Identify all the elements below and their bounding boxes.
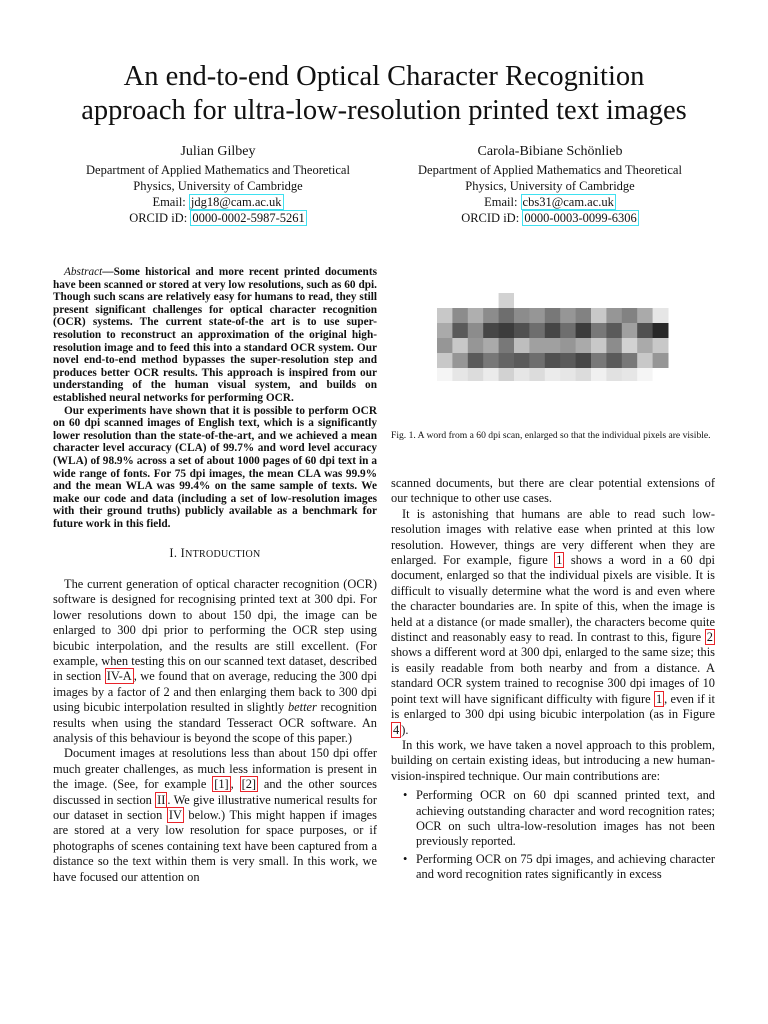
author-orcid-link[interactable]: 0000-0002-5987-5261 bbox=[192, 211, 305, 225]
figure-pixel bbox=[529, 338, 545, 354]
figure-pixel bbox=[499, 353, 515, 369]
orcid-label: ORCID iD: bbox=[129, 211, 191, 225]
author-email-link[interactable]: cbs31@cam.ac.uk bbox=[522, 195, 614, 209]
title-line-2: approach for ultra-low-resolution printed text images bbox=[81, 95, 687, 126]
figure-pixel bbox=[591, 308, 607, 324]
author-block-2 bbox=[385, 144, 715, 226]
figure-pixel bbox=[606, 293, 622, 309]
figure-pixel bbox=[622, 308, 638, 324]
intro-paragraph-2 bbox=[53, 746, 377, 885]
figure-pixel bbox=[468, 338, 484, 354]
figure-pixel bbox=[653, 323, 669, 339]
author-dept: Physics, University of Cambridge bbox=[465, 179, 635, 193]
figure-pixel bbox=[514, 308, 530, 324]
paper-title bbox=[0, 60, 768, 128]
figure-pixel bbox=[606, 353, 622, 369]
figure-pixel bbox=[591, 338, 607, 354]
right-column bbox=[391, 476, 715, 885]
figure-pixel bbox=[545, 308, 561, 324]
figure-pixel bbox=[452, 368, 468, 381]
figure-pixel bbox=[483, 323, 499, 339]
figure-pixel bbox=[637, 293, 653, 309]
figure-pixel bbox=[499, 308, 515, 324]
figure-pixel bbox=[637, 308, 653, 324]
figure-pixel bbox=[560, 308, 576, 324]
figure-pixel bbox=[529, 308, 545, 324]
author-email-line bbox=[53, 194, 383, 210]
figure-pixel bbox=[514, 368, 530, 381]
email-label: Email: bbox=[152, 195, 189, 209]
figure-1-pixelated-word bbox=[437, 293, 669, 381]
figure-pixel bbox=[560, 338, 576, 354]
intro-paragraph-1 bbox=[53, 577, 377, 746]
citation-link[interactable]: [2] bbox=[241, 777, 257, 792]
abstract-paragraph-1 bbox=[53, 266, 377, 405]
author-dept: Department of Applied Mathematics and Theoretical bbox=[86, 163, 350, 177]
author-email-line bbox=[385, 194, 715, 210]
figure-pixel bbox=[483, 368, 499, 381]
figure-pixel bbox=[437, 293, 453, 309]
title-line-1: An end-to-end Optical Character Recognition bbox=[123, 61, 645, 92]
figure-pixel bbox=[452, 293, 468, 309]
figure-pixel bbox=[576, 293, 592, 309]
figure-pixel bbox=[545, 368, 561, 381]
figure-pixel bbox=[576, 308, 592, 324]
text-run: recognition results when using the standard Tesseract OCR software. An analysis of this behaviour is beyond the scope of this paper.) bbox=[53, 700, 378, 745]
figure-pixel bbox=[499, 293, 515, 309]
figure-pixel bbox=[437, 353, 453, 369]
text-run: , bbox=[230, 777, 240, 792]
section-first-letter: I bbox=[180, 546, 186, 561]
figure-pixel bbox=[576, 338, 592, 354]
list-item bbox=[391, 788, 715, 850]
figure-pixel bbox=[606, 338, 622, 354]
figure-pixel bbox=[653, 293, 669, 309]
figure-pixel bbox=[499, 368, 515, 381]
author-dept: Physics, University of Cambridge bbox=[133, 179, 303, 193]
emphasis: better bbox=[287, 700, 317, 715]
citation-link[interactable]: [1] bbox=[214, 777, 229, 792]
figure-pixel bbox=[622, 353, 638, 369]
figure-pixel bbox=[606, 323, 622, 339]
figure-pixel bbox=[637, 338, 653, 354]
text-run: , we found that on average, reducing the 300 dpi images by a factor of 2 and then enlarging them back to 300 dpi using bicubic interpolation resulted in slightly bbox=[53, 669, 377, 715]
figure-pixel bbox=[452, 338, 468, 354]
section-ref-link[interactable]: IV bbox=[168, 807, 182, 822]
figure-pixel bbox=[653, 338, 669, 354]
figure-pixel bbox=[591, 368, 607, 381]
figure-pixel bbox=[499, 338, 515, 354]
figure-pixel bbox=[653, 308, 669, 324]
orcid-label: ORCID iD: bbox=[461, 211, 523, 225]
figure-ref-link[interactable]: 1 bbox=[655, 691, 663, 706]
figure-pixel bbox=[560, 353, 576, 369]
figure-pixel bbox=[468, 308, 484, 324]
figure-1-caption: Fig. 1. A word from a 60 dpi scan, enlarged so that the individual pixels are visible. bbox=[391, 430, 711, 441]
figure-pixel bbox=[591, 293, 607, 309]
figure-pixel bbox=[545, 353, 561, 369]
figure-pixel bbox=[499, 323, 515, 339]
figure-pixel bbox=[545, 338, 561, 354]
right-paragraph-2: In this work, we have taken a novel approach to this problem, building on certain existing ideas, but introducing a new human-vision-inspired technique. Our main contributions are: bbox=[391, 737, 715, 783]
author-dept: Department of Applied Mathematics and Theoretical bbox=[418, 163, 682, 177]
figure-pixel bbox=[437, 368, 453, 381]
figure-pixel bbox=[514, 323, 530, 339]
text-run: ). bbox=[401, 722, 409, 737]
list-item-text: Performing OCR on 60 dpi scanned printed text, and achieving outstanding character and word recognition rates; OCR on such ultra-low-resolution images has not been previously reported. bbox=[416, 788, 715, 849]
section-heading-introduction bbox=[53, 546, 377, 562]
figure-pixel bbox=[529, 353, 545, 369]
figure-pixel bbox=[452, 323, 468, 339]
figure-pixel bbox=[560, 293, 576, 309]
figure-pixel bbox=[653, 368, 669, 381]
left-column bbox=[53, 266, 377, 885]
figure-pixel bbox=[529, 293, 545, 309]
figure-pixel bbox=[452, 308, 468, 324]
figure-pixel bbox=[637, 323, 653, 339]
figure-pixel bbox=[514, 293, 530, 309]
right-paragraph-0: scanned documents, but there are clear potential extensions of our technique to other use cases. bbox=[391, 476, 715, 506]
author-orcid-link[interactable]: 0000-0003-0099-6306 bbox=[524, 211, 637, 225]
bullet-glyph: • bbox=[403, 851, 408, 866]
text-run: shows a word in a 60 dpi document, enlarged so that the individual pixels are visible. It is difficult to visually determine what the word is and even where the character boundaries are. In spite of this, when the image is held at a distance (or made smaller), the characters become quite distinct and reasonably easy to read. In contrast to this, figure bbox=[391, 553, 715, 645]
figure-pixel bbox=[529, 323, 545, 339]
text-run: . We give illustrative numerical results for our dataset in section bbox=[53, 792, 377, 822]
author-orcid-line bbox=[53, 210, 383, 226]
figure-pixel bbox=[622, 323, 638, 339]
figure-pixel bbox=[437, 323, 453, 339]
figure-pixel bbox=[637, 368, 653, 381]
figure-pixel bbox=[622, 293, 638, 309]
text-run: and the other sources discussed in section bbox=[53, 777, 377, 807]
figure-pixel bbox=[653, 353, 669, 369]
text-run: Document images at resolutions less than about 150 dpi offer much greater challenges, as much less information is present in the image. (See, for example bbox=[53, 746, 377, 792]
author-email-link[interactable]: jdg18@cam.ac.uk bbox=[190, 195, 282, 209]
figure-pixel bbox=[437, 308, 453, 324]
abstract-label: Abstract bbox=[64, 266, 103, 278]
right-paragraph-1 bbox=[391, 507, 715, 738]
figure-pixel bbox=[452, 353, 468, 369]
figure-pixel bbox=[468, 353, 484, 369]
contributions-list bbox=[391, 788, 715, 882]
figure-pixel bbox=[606, 368, 622, 381]
figure-pixel bbox=[468, 323, 484, 339]
section-title-rest: NTRODUCTION bbox=[185, 549, 261, 561]
text-run: It is astonishing that humans are able to read such low-resolution images with relative ease when printed at this low resolution. However, things are very different when they are enlarged. For example, figure bbox=[391, 506, 715, 568]
text-run: The current generation of optical character recognition (OCR) software is designed for recognising printed text at 300 dpi. For lower resolutions down to about 150 dpi, the image can be enlarged to 300 dpi prior to performing the OCR step using bicubic interpolation, and the results are still excellent. (For example, when testing this on our scanned text dataset, described in section bbox=[53, 576, 377, 684]
abstract-text: —Some historical and more recent printed documents have been scanned or stored at very low resolutions, such as 60 dpi. Though such scans are relatively easy for humans to read, they still present significant challenges for optical character recognition (OCR) systems. The current state-of-the art is to use super-resolution to reconstruct an approximation of the original high-resolution image and to feed this into a standard OCR system. Our novel end-to-end method bypasses the super-resolution step and produces better OCR results. This approach is inspired from our understanding of the human visual system, and builds on established neural networks for performing OCR. bbox=[53, 266, 377, 404]
list-item-text: Performing OCR on 75 dpi images, and achieving character and word recognition rates significantly in excess bbox=[416, 851, 715, 882]
abstract bbox=[53, 266, 377, 530]
author-name: Carola-Bibiane Schönlieb bbox=[477, 144, 623, 159]
figure-pixel bbox=[637, 353, 653, 369]
author-block-1 bbox=[53, 144, 383, 226]
figure-pixel bbox=[483, 353, 499, 369]
figure-pixel bbox=[576, 353, 592, 369]
section-numeral: I. bbox=[169, 546, 181, 561]
text-run: below.) This might happen if images are stored at a very low resolution for space purposes, or if photographs of scenes containing text have been captured from a distance so the text within them is very small. In this work, we have focused our attention on bbox=[53, 807, 377, 884]
email-label: Email: bbox=[484, 195, 521, 209]
section-ref-link[interactable]: II bbox=[157, 792, 166, 807]
figure-pixel bbox=[545, 293, 561, 309]
abstract-paragraph-2: Our experiments have shown that it is possible to perform OCR on 60 dpi scanned images of English text, which is a significantly lower resolution than the state-of-the-art, and we achieved a mean character level accuracy (CLA) of 99.7% and word level accuracy (WLA) of 98.9% across a set of about 1000 pages of 60 dpi text in a wide range of fonts. For 75 dpi images, the mean CLA was 99.9% and the mean WLA was 99.4% on the same sample of texts. We make our code and data (including a set of low-resolution images with their ground truths) publicly available as a benchmark for future work in this field. bbox=[53, 404, 377, 530]
figure-pixel bbox=[468, 293, 484, 309]
figure-pixel bbox=[483, 293, 499, 309]
figure-ref-link[interactable]: 2 bbox=[706, 630, 713, 645]
figure-pixel bbox=[622, 368, 638, 381]
figure-ref-link[interactable]: 4 bbox=[393, 722, 400, 737]
figure-pixel bbox=[560, 368, 576, 381]
figure-pixel bbox=[576, 368, 592, 381]
figure-pixel bbox=[514, 353, 530, 369]
figure-pixel bbox=[576, 323, 592, 339]
text-run: , even if it is enlarged to 300 dpi using bicubic interpolation (as in Figure bbox=[391, 691, 715, 722]
figure-ref-link[interactable]: 1 bbox=[556, 553, 563, 568]
figure-pixel bbox=[514, 338, 530, 354]
text-run: shows a different word at 300 dpi, enlarged to the same size; this is easily readable from both nearby and from a distance. A standard OCR system trained to recognise 300 dpi images of 10 point text will have significant difficulty with figure bbox=[391, 645, 715, 706]
figure-pixel bbox=[545, 323, 561, 339]
figure-pixel bbox=[606, 308, 622, 324]
section-ref-link[interactable]: IV-A bbox=[106, 669, 132, 684]
list-item bbox=[391, 852, 715, 883]
figure-pixel bbox=[529, 368, 545, 381]
figure-pixel bbox=[591, 323, 607, 339]
figure-pixel bbox=[437, 338, 453, 354]
author-orcid-line bbox=[385, 210, 715, 226]
figure-pixel bbox=[483, 338, 499, 354]
figure-pixel bbox=[622, 338, 638, 354]
figure-pixel bbox=[591, 353, 607, 369]
figure-pixel bbox=[483, 308, 499, 324]
author-name: Julian Gilbey bbox=[180, 144, 256, 159]
figure-pixel bbox=[560, 323, 576, 339]
bullet-glyph: • bbox=[403, 788, 408, 803]
figure-pixel bbox=[468, 368, 484, 381]
